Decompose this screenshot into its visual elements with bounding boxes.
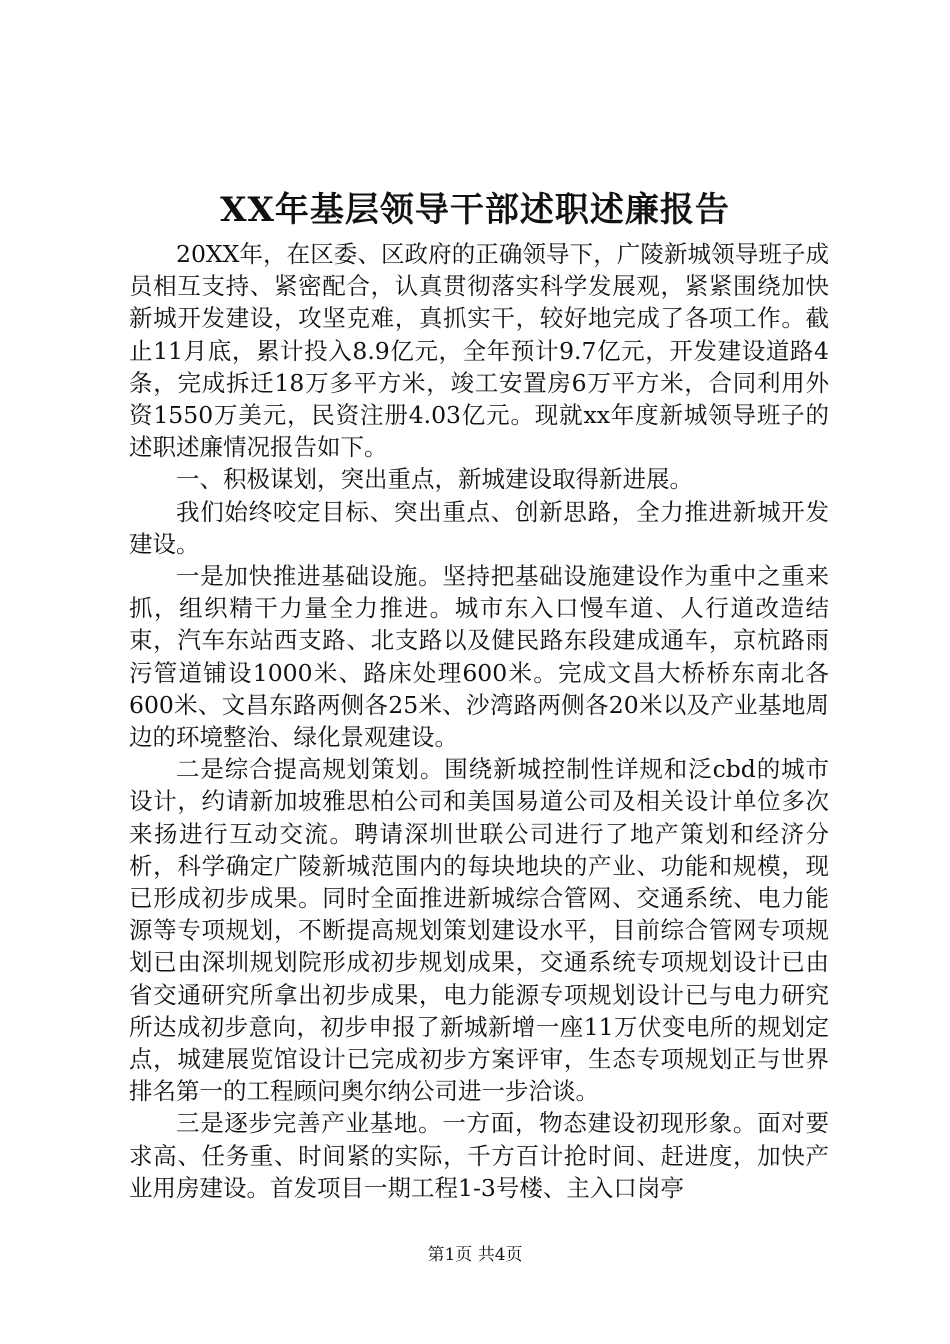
page-footer [0,1243,950,1267]
paragraph-infrastructure: 一是加快推进基础设施。坚持把基础设施建设作为重中之重来抓，组织精干力量全力推进。城市东入口慢车道、人行道改造结束，汽车东站西支路、北支路以及健民路东段建成通车，京杭路雨污管道铺设1000米、路床处理600米。完成文昌大桥桥东南北各600米、文昌东路两侧各25米、沙湾路两侧各20米以及产业基地周边的环境整治、绿化景观建设。 [129,562,829,752]
document-body [129,238,829,1204]
section-heading-1: 一、积极谋划，突出重点，新城建设取得新进展。 [176,465,693,494]
paragraph-planning: 二是综合提高规划策划。围绕新城控制性详规和泛cbd的城市设计，约请新加坡雅思柏公司和美国易道公司及相关设计单位多次来扬进行互动交流。聘请深圳世联公司进行了地产策划和经济分析，科学确定广陵新城范围内的每块地块的产业、功能和规模，现已形成初步成果。同时全面推进新城综合管网、交通系统、电力能源等专项规划，不断提高规划策划建设水平，目前综合管网专项规划已由深圳规划院形成初步规划成果，交通系统专项规划设计已由省交通研究所拿出初步成果，电力能源专项规划设计已与电力研究所达成初步意向，初步申报了新城新增一座11万伏变电所的规划定点，城建展览馆设计已完成初步方案评审，生态专项规划正与世界排名第一的工程顾问奥尔纳公司进一步洽谈。 [129,755,829,1106]
page-total: 共4页 [477,1245,523,1265]
paragraph-intro: 20XX年，在区委、区政府的正确领导下，广陵新城领导班子成员相互支持、紧密配合，认真贯彻落实科学发展观，紧紧围绕加快新城开发建设，攻坚克难，真抓实干，较好地完成了各项工作。截止11月底，累计投入8.9亿元，全年预计9.7亿元，开发建设道路4条，完成拆迁18万多平方米，竣工安置房6万平方米，合同利用外资1550万美元，民资注册4.03亿元。现就xx年度新城领导班子的述职述廉情况报告如下。 [129,240,829,462]
paragraph-industrial-base: 三是逐步完善产业基地。一方面，物态建设初现形象。面对要求高、任务重、时间紧的实际，千方百计抢时间、赶进度，加快产业用房建设。首发项目一期工程1-3号楼、主入口岗亭 [129,1109,829,1202]
page-number: 第1页 [427,1245,473,1265]
document-title: XX年基层领导干部述职述廉报告 [220,190,730,230]
paragraph-goals: 我们始终咬定目标、突出重点、创新思路，全力推进新城开发建设。 [129,497,829,558]
